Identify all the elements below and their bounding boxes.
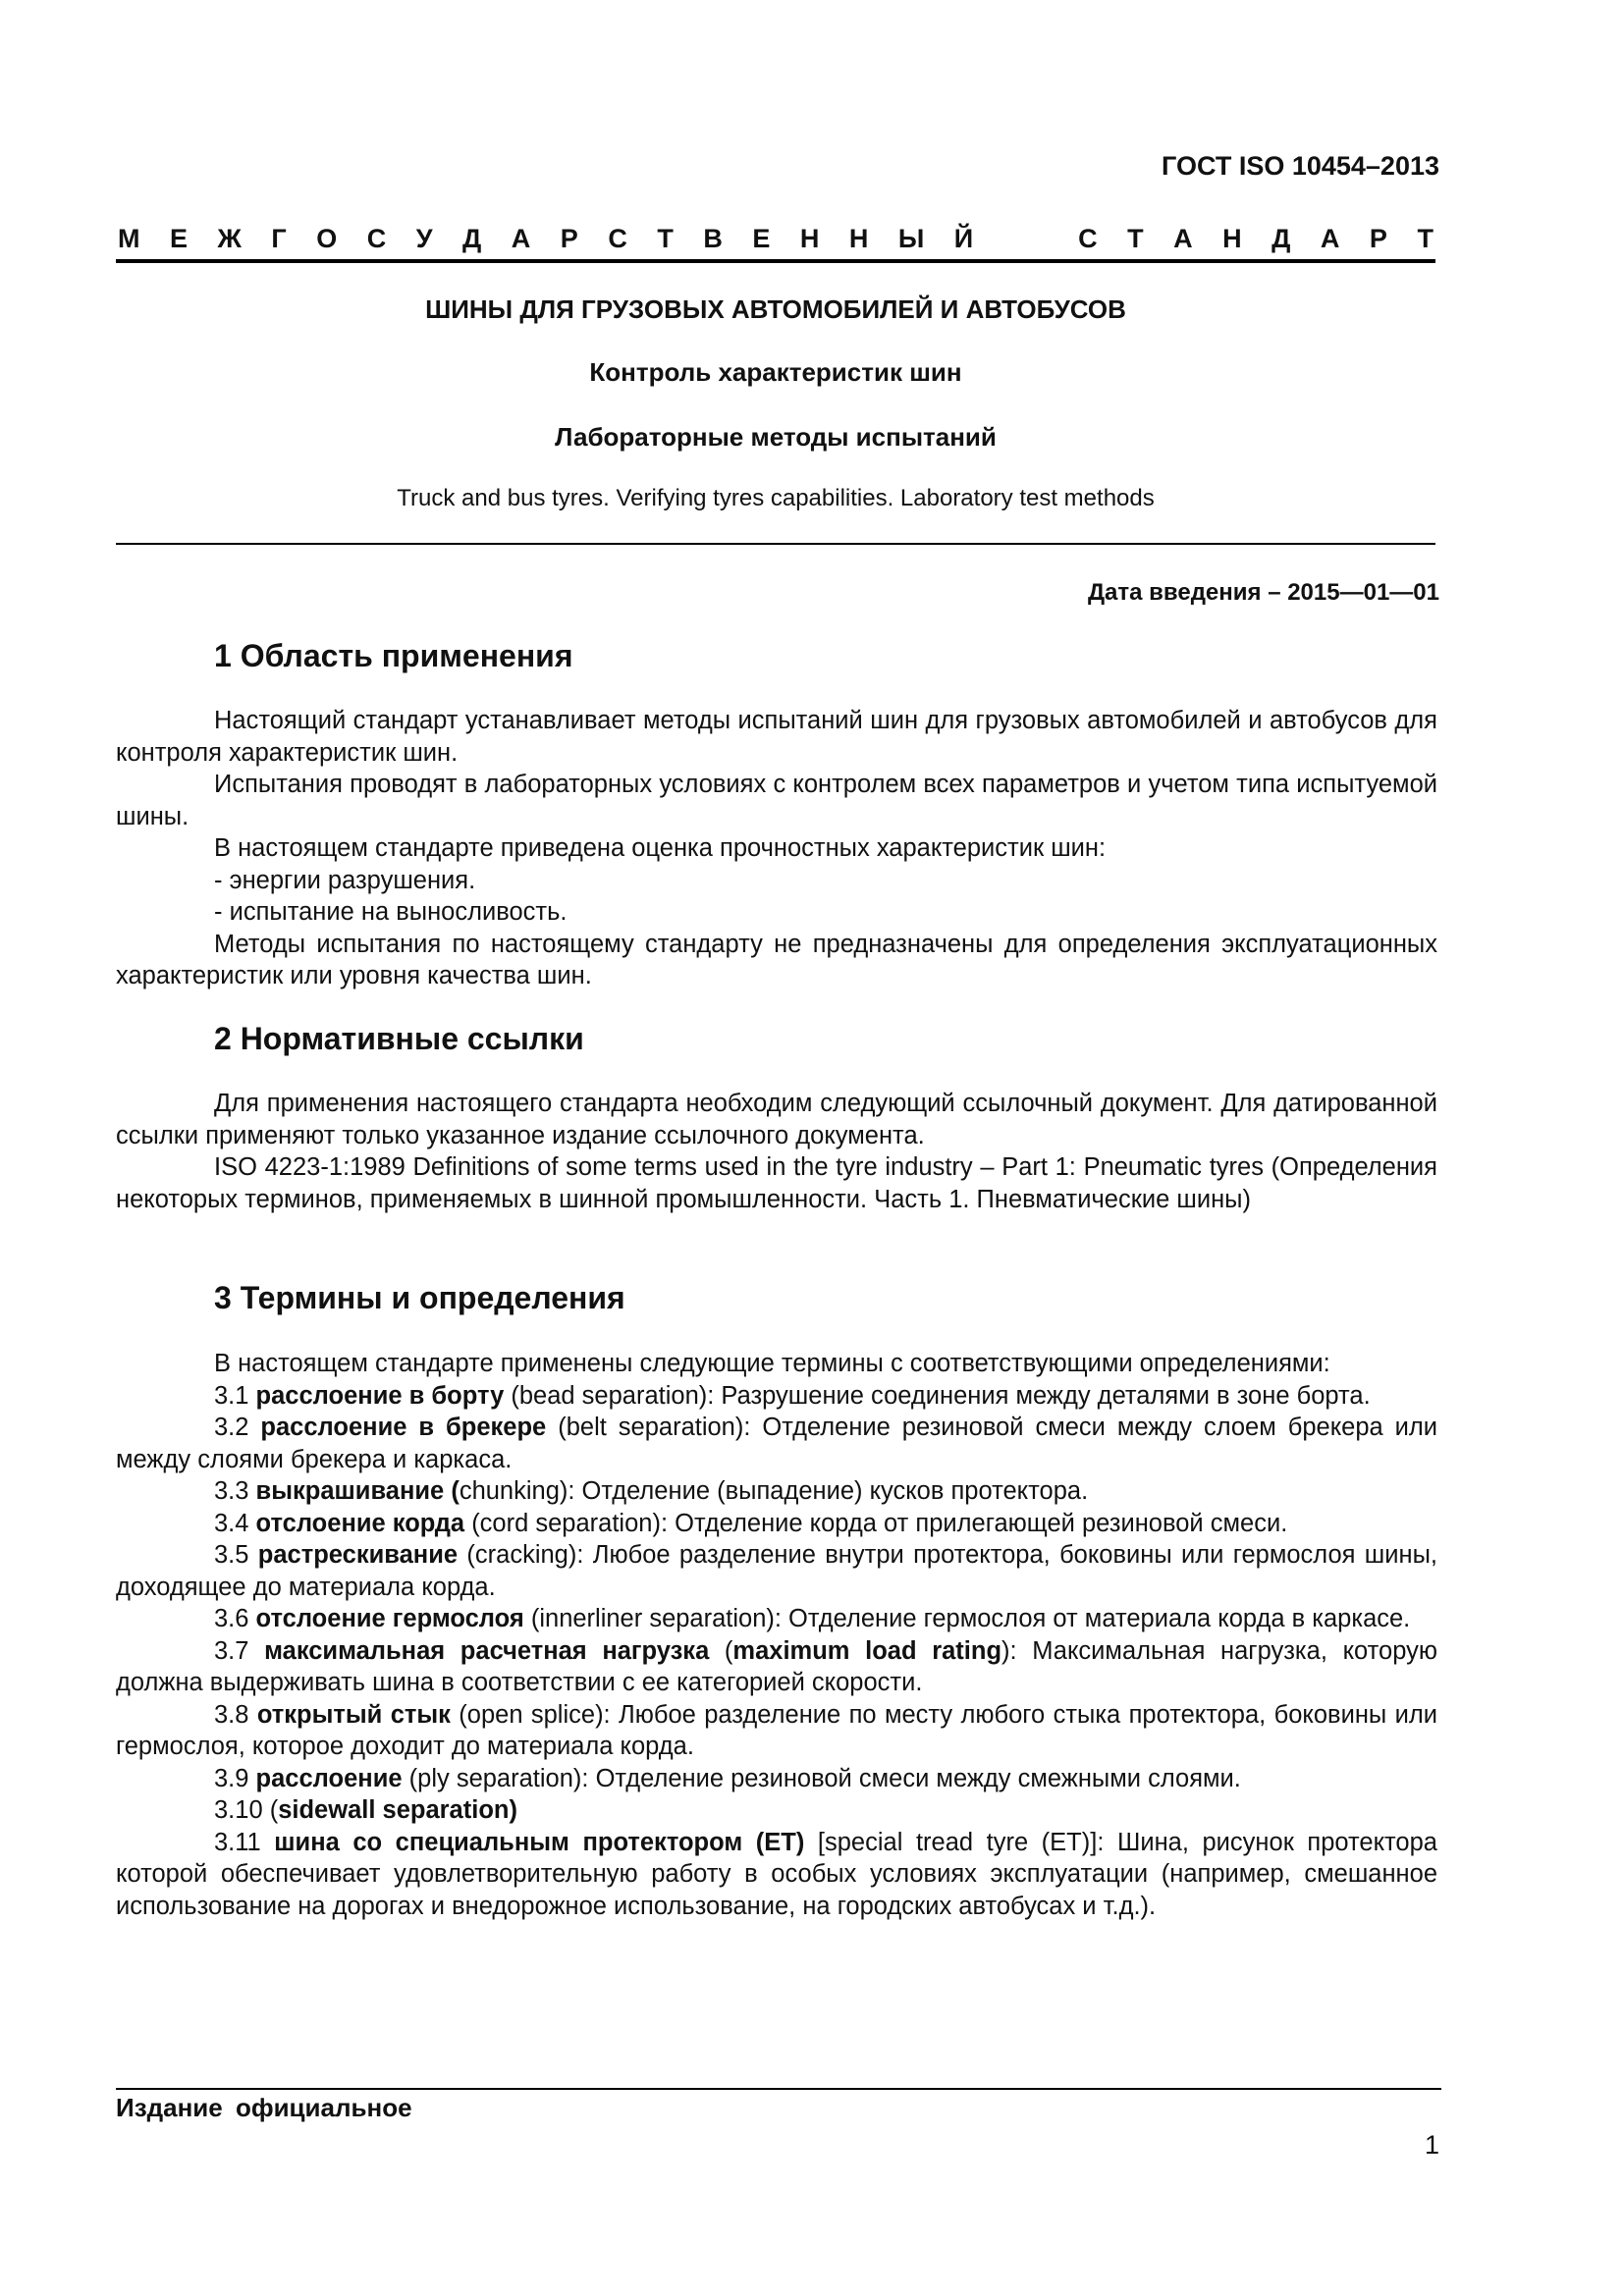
term-text: 3.8 [214,1700,257,1729]
paragraph: Испытания проводят в лабораторных условиях с контролем всех параметров и учетом типа испытуемой шины. [116,771,1437,830]
section-2-body [116,1088,1437,1215]
term-text: (belt separation): Отделение резиновой смеси между слоем брекера или между слоями брекера и каркаса. [116,1414,1438,1473]
banner-letter: Н [848,224,869,253]
term-text: (innerliner separation): Отделение гермослоя от материала корда в каркасе. [523,1605,1411,1632]
banner-letter: Д [1271,224,1291,253]
paragraph: Для применения настоящего стандарта необходим следующий ссылочный документ. Для датированной ссылки применяют только указанное издание ссылочного документа. [116,1090,1437,1149]
term-text: ( [709,1636,733,1665]
term-definition [116,1763,1437,1795]
page-number: 1 [1424,2130,1439,2160]
term-text: (cord separation): Отделение корда от прилегающей резиновой смеси. [464,1509,1288,1537]
term-text: 3.6 [214,1605,256,1632]
header-rule [116,259,1435,263]
term-text: [special tread tyre (ET)]: Шина, рисунок протектора которой обеспечивает удовлетворительную работу в особых условиях эксплуатации (например, смешанное использование на дорогах и внедорожное использование, на городских автобусах и т.д.). [116,1828,1437,1920]
term-name: расслоение в борту [255,1381,505,1410]
term-text: 3.9 [214,1764,256,1792]
banner-letter: Р [1369,224,1387,253]
footer-rule [116,2088,1441,2090]
term-text: chunking): Отделение (выпадение) кусков протектора. [459,1477,1089,1505]
gost-code: ГОСТ ISO 10454–2013 [1162,151,1439,181]
term-name: maximum load rating [732,1636,1002,1665]
term-definition [116,1539,1437,1603]
banner-letter: Ы [897,224,925,253]
interstate-standard-banner [118,224,1434,254]
term-text: 3.11 [214,1828,275,1856]
paragraph: Настоящий стандарт устанавливает методы испытаний шин для грузовых автомобилей и автобусов для контроля характеристик шин. [116,707,1437,767]
section-3-heading: 3 Термины и определения [214,1280,625,1315]
term-definition [116,1475,1437,1508]
term-text: 3.5 [214,1541,258,1569]
banner-letter: А [1173,224,1193,253]
document-subtitle-1: Контроль характеристик шин [589,357,962,387]
section-2-heading: 2 Нормативные ссылки [214,1021,584,1056]
term-name: расслоение [255,1764,403,1792]
list-item: - испытание на выносливость. [214,898,568,926]
section-3-body [116,1348,1437,1922]
banner-letter: Т [657,224,674,253]
banner-letter: Д [462,224,482,253]
official-edition-label: Издание официальное [116,2093,412,2122]
document-title: ШИНЫ ДЛЯ ГРУЗОВЫХ АВТОМОБИЛЕЙ И АВТОБУСОВ [425,294,1126,324]
term-text: 3.3 [214,1477,256,1505]
paragraph: В настоящем стандарте применены следующие термины с соответствующими определениями: [214,1350,1330,1377]
banner-letter: Е [752,224,771,253]
introduction-date: Дата введения – 2015—01—01 [1087,579,1439,606]
term-definition [116,1635,1437,1699]
banner-letter: С [366,224,387,253]
term-name: выкрашивание ( [255,1477,460,1505]
banner-letter: Т [1417,224,1434,253]
term-definition [116,1794,1437,1827]
section-1-heading: 1 Область применения [214,638,573,673]
banner-letter: Е [170,224,189,253]
term-text: 3.7 [214,1636,265,1665]
banner-letter: С [608,224,627,253]
term-definition [116,1827,1437,1923]
term-name: sidewall separation) [278,1796,517,1824]
term-name: шина со специальным протектором (ET) [274,1828,805,1856]
banner-letter: Н [1222,224,1242,253]
english-title: Truck and bus tyres. Verifying tyres capabilities. Laboratory test methods [397,485,1155,511]
banner-letter: Г [271,224,287,253]
banner-letter: Т [1127,224,1144,253]
term-definition [116,1380,1437,1413]
paragraph: В настоящем стандарте приведена оценка прочностных характеристик шин: [214,834,1107,862]
term-text: 3.2 [214,1414,261,1441]
banner-letter: О [316,224,338,253]
banner-letter: А [1320,224,1340,253]
list-item: - энергии разрушения. [214,866,476,894]
banner-letter: С [1078,224,1098,253]
term-name: открытый стык [256,1700,451,1729]
banner-letter: Р [560,224,578,253]
banner-letter: У [415,224,433,253]
term-name: отслоение корда [255,1509,465,1537]
banner-gap [1003,224,1049,254]
term-text: (ply separation): Отделение резиновой смеси между смежными слоями. [402,1764,1241,1792]
paragraph: ISO 4223-1:1989 Definitions of some terms used in the tyre industry – Part 1: Pneumatic tyres (Определения некоторых терминов, применяемых в шинной промышленности. Часть 1. Пневматические шины) [116,1153,1437,1213]
banner-letter: М [118,224,140,253]
term-name: растрескивание [257,1541,459,1569]
term-definition [116,1412,1437,1475]
banner-letter: Н [799,224,820,253]
paragraph: Методы испытания по настоящему стандарту не предназначены для определения эксплуатационных характеристик или уровня качества шин. [116,930,1437,989]
term-text: (cracking): Любое разделение внутри протектора, боковины или гермослоя шины, доходящее до материала корда. [116,1541,1437,1601]
term-text: ): Максимальная нагрузка, которую должна выдерживать шина в соответствии с ее категорией скорости. [116,1636,1437,1696]
term-text: 3.1 [214,1381,256,1410]
banner-letter: В [703,224,723,253]
term-name: расслоение в брекере [260,1414,547,1441]
term-definition [116,1699,1437,1763]
banner-letter: А [511,224,531,253]
document-subtitle-2: Лабораторные методы испытаний [555,422,997,452]
term-definition [116,1508,1437,1540]
term-name: максимальная расчетная нагрузка [264,1636,710,1665]
section-1-body [116,705,1437,992]
banner-letter: Й [953,224,974,253]
banner-letter: Ж [217,224,242,253]
term-text: (bead separation): Разрушение соединения между деталями в зоне борта. [504,1381,1371,1410]
term-text: 3.10 ( [214,1796,279,1824]
term-text: 3.4 [214,1509,256,1537]
term-definition [116,1603,1437,1635]
term-text: (open splice): Любое разделение по месту любого стыка протектора, боковины или гермослоя, которое доходит до материала корда. [116,1700,1437,1760]
title-rule [116,543,1435,545]
term-name: отслоение гермослоя [255,1605,524,1632]
